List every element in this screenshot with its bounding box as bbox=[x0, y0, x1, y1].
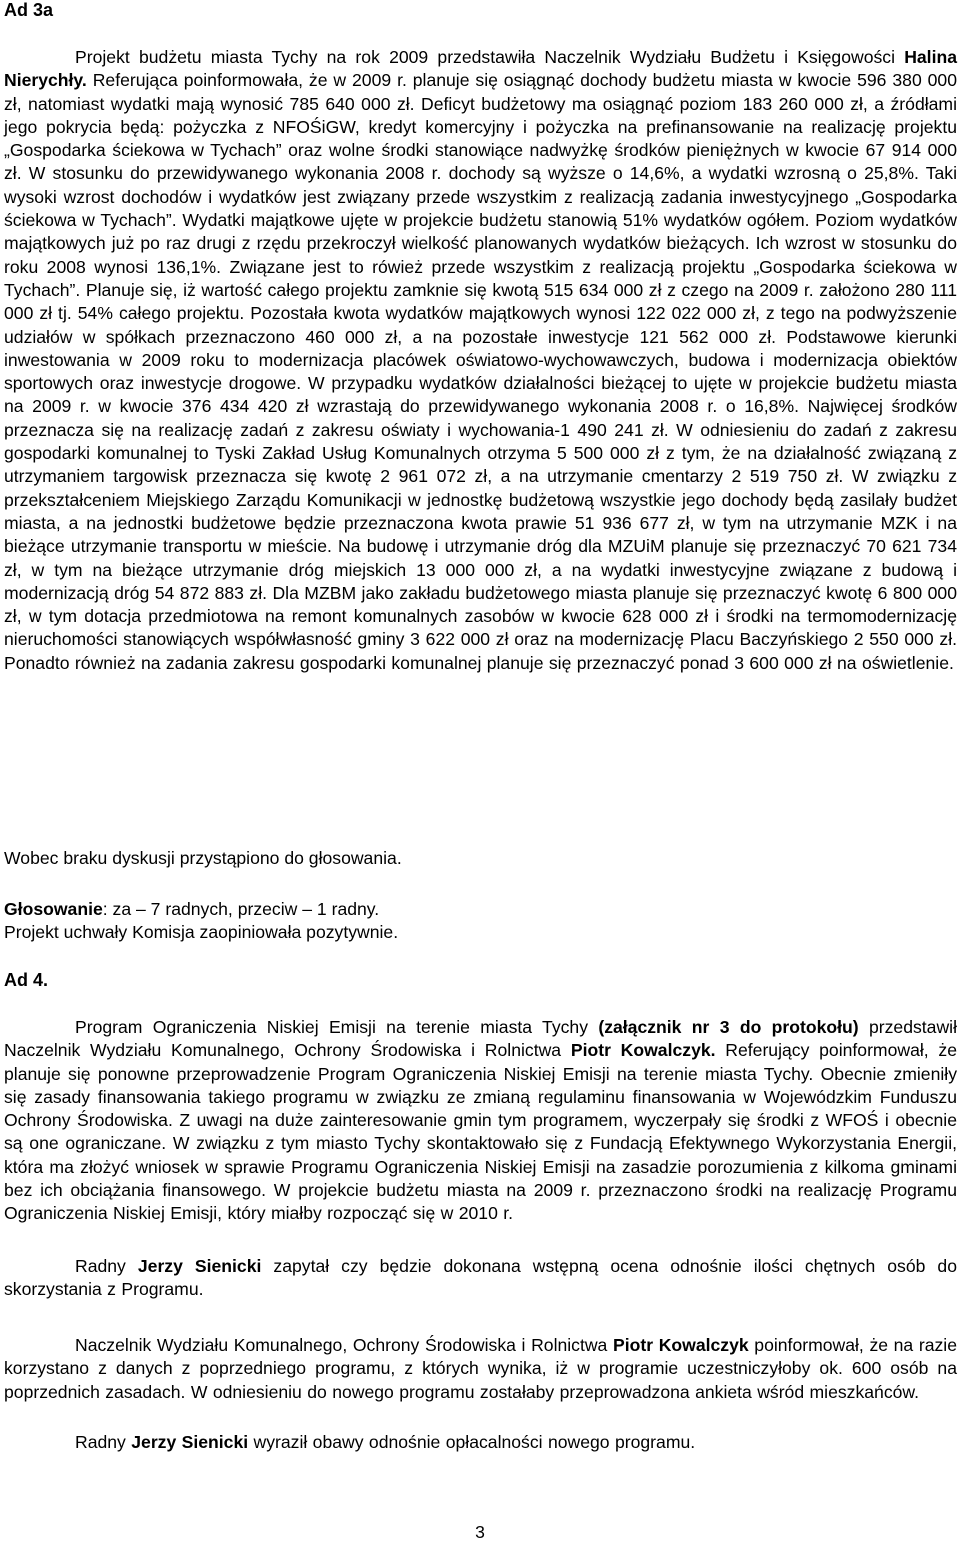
section-heading-ad4: Ad 4. bbox=[4, 970, 49, 990]
text-run: Referujący poinformował, że planuje się ponowne przeprowadzenie Program Ograniczenia Niskiej Emisji na terenie miasta Tychy. Obecnie zmieniły się zasady finansowania takiego programu w związku ze zmianą regulaminu finansowania w Wojewódzkim Funduszu Ochrony Środowiska. Z uwagi na duże zainteresowanie gmin tym programem, wyczerpały się środki z WFOŚ i obecnie są one ograniczane. W związku z tym miasto Tychy skontaktowało się z Fundacją Efektywnego Wykorzystania Energii, która ma złożyć wniosek w sprawie Programu Ograniczenia Niskiej Emisji na zasadzie porozumienia z kilkoma gminami bez ich obciążania finansowego. W projekcie budżetu miasta na 2009 r. przeznaczono środki na realizację Programu Ograniczenia Niskiej Emisji, który miałby rozpocząć się w 2010 r. bbox=[4, 1040, 957, 1224]
paragraph-low-emission-program bbox=[4, 1016, 957, 1226]
text-run: Naczelnik Wydziału Komunalnego, Ochrony Środowiska i Rolnictwa bbox=[75, 1335, 613, 1355]
paragraph-budget-project bbox=[4, 46, 957, 675]
page-number: 3 bbox=[475, 1522, 485, 1542]
person-name-bold: Piotr Kowalczyk. bbox=[570, 1040, 716, 1061]
text-run: Projekt budżetu miasta Tychy na rok 2009 przedstawiła Naczelnik Wydziału Budżetu i Księgowości bbox=[75, 47, 905, 67]
text-run: Radny bbox=[75, 1256, 138, 1276]
person-name-bold: Jerzy Sienicki bbox=[137, 1256, 262, 1276]
committee-opinion: Projekt uchwały Komisja zaopiniowała pozytywnie. bbox=[4, 922, 399, 942]
text-run: Referująca poinformowała, że w 2009 r. planuje się osiągnąć dochody budżetu miasta w kwocie 596 380 000 zł, natomiast wydatki mają wynosić 785 640 000 zł. Deficyt budżetowy ma osiągnąć poziom 183 260 000 zł, a źródłami jego pokrycia będą: pożyczka z NFOŚiGW, kredyt komercyjny i pożyczka na prefinansowanie na realizację projektu „Gospodarka ściekowa w Tychach” oraz wolne środki stanowiące nadwyżkę środków pieniężnych w kwocie 67 914 000 zł. W stosunku do przewidywanego wykonania 2008 r. dochody są wyższe o 14,6%, a wydatki wzrosną o 25,8%. Taki wysoki wzrost dochodów i wydatków jest związany przede wszystkim z realizacją zadania inwestycyjnego „Gospodarka ściekowa w Tychach”. Wydatki majątkowe ujęte w projekcie budżetu stanowią 51% wydatków ogółem. Poziom wydatków majątkowych już po raz drugi z rzędu przekroczył wielkość planowanych wydatków bieżących. Ich wzrost w stosunku do roku 2008 wynosi 136,1%. Związane jest to rówież przede wszystkim z realizacją projektu „Gospodarka ściekowa w Tychach”. Planuje się, iż wartość całego projektu zamknie się kwotą 515 634 000 zł z czego na 2009 r. założono 280 111 000 zł tj. 54% całego projektu. Pozostała kwota wydatków majątkowych wynosi 122 022 000 zł, z tego na podwyższenie udziałów w spółkach przeznaczono 460 000 zł, a na pozostałe inwestycje 121 562 000 zł. Podstawowe kierunki inwestowania w 2009 roku to modernizacja placówek oświatowo-wychowawczych, budowa i modernizacja obiektów sportowych oraz inwestycje drogowe. W przypadku wydatków działalności bieżącej to ujęte w projekcie budżetu miasta na 2009 r. w kwocie 376 434 420 zł wzrastają do przewidywanego wykonania 2008 r. o 16,8%. Najwięcej środków przeznacza się na realizację zadań z zakresu oświaty i wychowania-1 490 241 zł. W odniesieniu do zadań z zakresu gospodarki komunalnej to Tyski Zakład Usług Komunalnych otrzyma 5 500 000 zł z tym, że na działalność związaną z utrzymaniem targowisk przeznacza się kwotę 2 961 072 zł, a na utrzymanie cmentarzy 2 519 750 zł. W związku z przekształceniem Miejskiego Zarządu Komunikacji w jednostkę budżetową wszystkie jego dochody będą zasilały budżet miasta, a na jednostki budżetowe będzie przeznaczona kwota prawie 51 936 677 zł, w tym na utrzymanie MZK i na bieżące utrzymanie transportu w mieście. Na budowę i utrzymanie dróg dla MZUiM planuje się przeznaczyć 70 621 734 zł, w tym na bieżące utrzymanie dróg miejskich 13 000 000 zł, a na wydatki inwestycyjne związane z budową i modernizacją dróg 54 872 883 zł. Dla MZBM jako zakładu budżetowego miasta planuje się przeznaczyć kwotę 6 800 000 zł, w tym dotacja przedmiotowa na remont komunalnych zasobów w kwocie 628 000 zł i środki na termomodernizację nieruchomości stanowiących współwłasność gminy 3 622 000 zł oraz na modernizację Placu Baczyńskiego 2 550 000 zł. Ponadto również na zadania zakresu gospodarki komunalnej planuje się przeznaczyć ponad 3 600 000 zł na oświetlenie. bbox=[4, 70, 957, 673]
text-run: zapytał czy będzie dokonana wstępną ocena odnośnie ilości chętnych osób do skorzystania z Programu. bbox=[4, 1256, 957, 1300]
text-run: Program Ograniczenia Niskiej Emisji na terenie miasta Tychy bbox=[75, 1017, 599, 1037]
discussion-note: Wobec braku dyskusji przystąpiono do głosowania. bbox=[4, 848, 402, 868]
paragraph-councillor-question bbox=[4, 1255, 957, 1302]
paragraph-head-answer bbox=[4, 1334, 957, 1404]
text-run: poinformował, że na razie korzystano z danych z poprzedniego programu, z których wynika, iż w programie uczestniczyłoby ok. 600 osób na poprzednich zasadach. W odniesieniu do nowego programu zostałaby przeprowadzona ankieta wśród mieszkańców. bbox=[4, 1335, 957, 1402]
section-heading-ad3a: Ad 3a bbox=[4, 0, 54, 20]
attachment-reference: (załącznik nr 3 do protokołu) bbox=[598, 1017, 859, 1037]
text-run: wyraził obawy odnośnie opłacalności nowego programu. bbox=[248, 1432, 696, 1452]
text-run: przedstawił Naczelnik Wydziału Komunalnego, Ochrony Środowiska i Rolnictwa bbox=[4, 1017, 957, 1061]
person-name-bold: Piotr Kowalczyk bbox=[612, 1335, 749, 1355]
person-name-bold: Jerzy Sienicki bbox=[131, 1432, 249, 1452]
text-run: Radny bbox=[75, 1432, 132, 1452]
vote-text: : za – 7 radnych, przeciw – 1 radny. bbox=[102, 899, 380, 919]
paragraph-councillor-concern bbox=[4, 1431, 957, 1454]
person-name-bold: Halina Nierychły. bbox=[4, 47, 957, 91]
vote-label: Głosowanie bbox=[4, 899, 103, 919]
vote-result bbox=[4, 899, 379, 920]
